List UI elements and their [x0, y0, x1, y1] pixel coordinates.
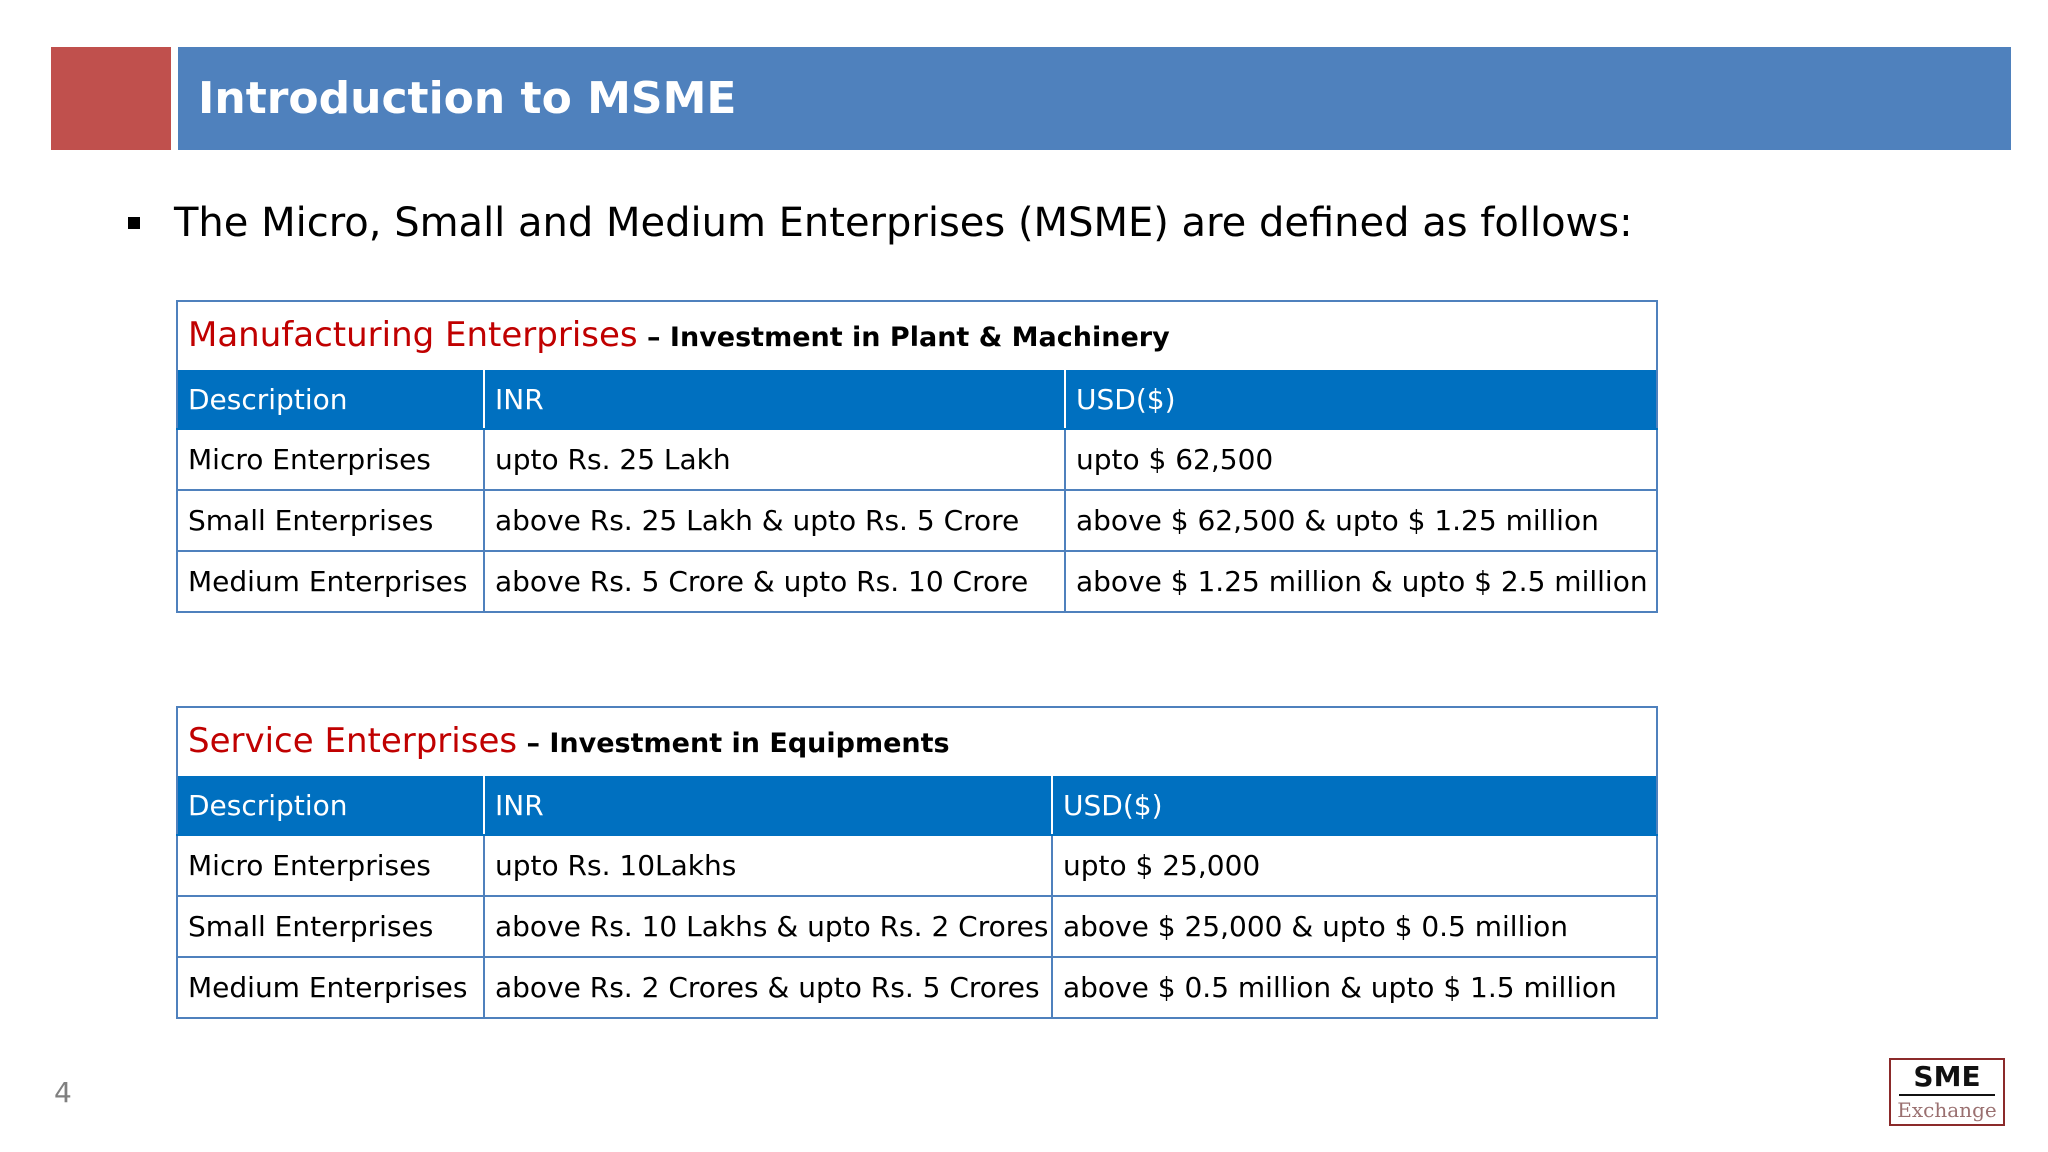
table-row: [177, 957, 1657, 1018]
page-number: 4: [54, 1076, 72, 1109]
table-cell: upto $ 62,500: [1065, 429, 1657, 490]
intro-text: The Micro, Small and Medium Enterprises (MSME) are defined as follows:: [174, 200, 1633, 246]
table-cell: upto $ 25,000: [1052, 835, 1657, 896]
table-cell: above Rs. 25 Lakh & upto Rs. 5 Crore: [484, 490, 1065, 551]
table-cell: above Rs. 5 Crore & upto Rs. 10 Crore: [484, 551, 1065, 612]
table-row: [177, 835, 1657, 896]
column-header: Description: [177, 369, 484, 429]
manufacturing-caption-main: Manufacturing Enterprises: [188, 315, 638, 355]
manufacturing-caption-sub: – Investment in Plant & Machinery: [637, 322, 1170, 353]
square-bullet-icon: [128, 217, 140, 229]
table-cell: above $ 62,500 & upto $ 1.25 million: [1065, 490, 1657, 551]
table-row: [177, 490, 1657, 551]
title-bar: [178, 47, 2011, 150]
table-cell: Small Enterprises: [177, 490, 484, 551]
table-cell: Small Enterprises: [177, 896, 484, 957]
table-cell: above Rs. 10 Lakhs & upto Rs. 2 Crores: [484, 896, 1052, 957]
table-header-row: [177, 775, 1657, 835]
table-cell: above $ 25,000 & upto $ 0.5 million: [1052, 896, 1657, 957]
service-table: [176, 706, 1658, 1019]
table-cell: upto Rs. 10Lakhs: [484, 835, 1052, 896]
table-cell: Medium Enterprises: [177, 957, 484, 1018]
column-header: Description: [177, 775, 484, 835]
service-caption-main: Service Enterprises: [188, 721, 518, 761]
logo-top-text: SME: [1899, 1060, 1995, 1096]
column-header: INR: [484, 369, 1065, 429]
service-caption-sub: – Investment in Equipments: [517, 728, 950, 759]
manufacturing-table: [176, 300, 1658, 613]
logo-bottom-text: Exchange: [1897, 1098, 1997, 1122]
table-row: [177, 429, 1657, 490]
column-header: USD($): [1052, 775, 1657, 835]
manufacturing-caption: [177, 301, 1657, 369]
service-caption: [177, 707, 1657, 775]
column-header: INR: [484, 775, 1052, 835]
table-cell: above $ 0.5 million & upto $ 1.5 million: [1052, 957, 1657, 1018]
sme-exchange-logo: [1889, 1058, 2005, 1126]
table-cell: above Rs. 2 Crores & upto Rs. 5 Crores: [484, 957, 1052, 1018]
slide-title: Introduction to MSME: [198, 73, 737, 124]
table-header-row: [177, 369, 1657, 429]
table-cell: upto Rs. 25 Lakh: [484, 429, 1065, 490]
table-row: [177, 896, 1657, 957]
table-cell: above $ 1.25 million & upto $ 2.5 million: [1065, 551, 1657, 612]
intro-bullet: [128, 200, 1633, 246]
table-cell: Micro Enterprises: [177, 835, 484, 896]
column-header: USD($): [1065, 369, 1657, 429]
table-row: [177, 551, 1657, 612]
title-accent-block: [51, 47, 171, 150]
table-cell: Medium Enterprises: [177, 551, 484, 612]
table-cell: Micro Enterprises: [177, 429, 484, 490]
